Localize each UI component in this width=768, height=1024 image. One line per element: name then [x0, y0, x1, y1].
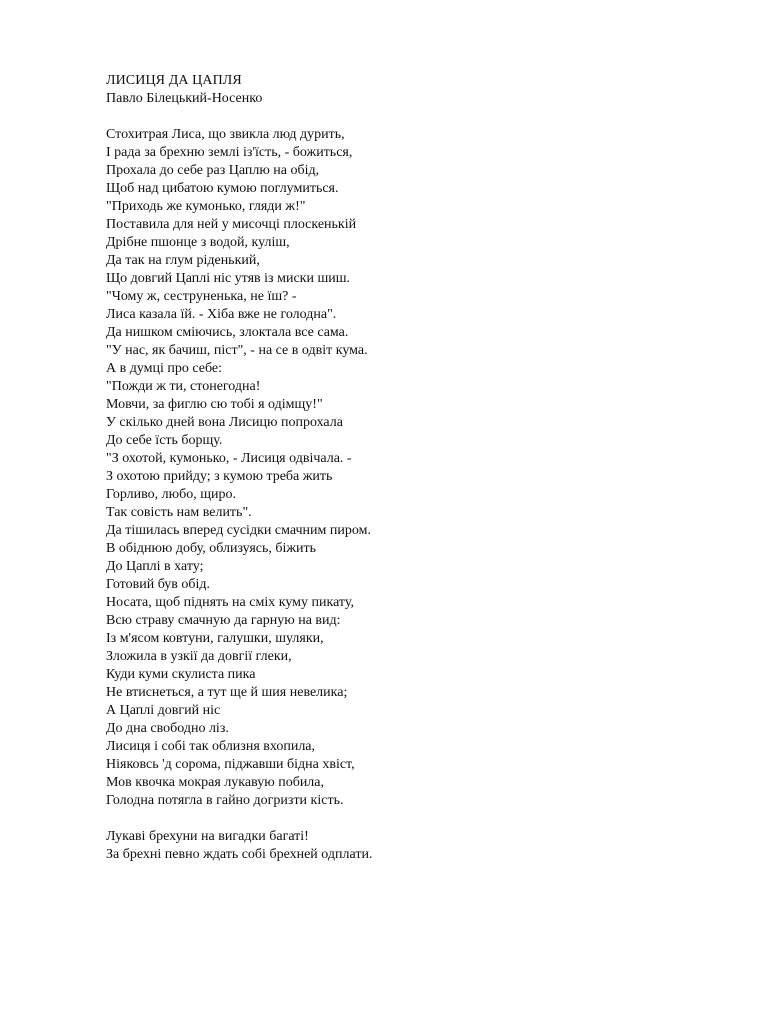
poem-line: За брехні певно ждать собі брехней одплати. — [106, 847, 373, 862]
poem-line: Лукаві брехуни на вигадки багаті! — [106, 829, 309, 844]
poem-line: Не втиснеться, а тут ще й шия невелика; — [106, 685, 348, 700]
poem-line: Стохитрая Лиса, що звикла люд дурить, — [106, 127, 345, 142]
poem-line: До Цаплі в хату; — [106, 559, 204, 574]
poem-line: "Пожди ж ти, стонегодна! — [106, 379, 261, 394]
stanza — [106, 126, 726, 810]
poem-line: Всю страву смачную да гарную на вид: — [106, 613, 341, 628]
spacer — [106, 108, 726, 126]
poem-line: До себе їсть борщу. — [106, 433, 223, 448]
poem-line: Лиса казала їй. - Хіба вже не голодна". — [106, 307, 337, 322]
poem-line: І рада за брехню землі із'їсть, - божиться, — [106, 145, 353, 160]
poem-line: Готовий був обід. — [106, 577, 211, 592]
poem-line: До дна свободно ліз. — [106, 721, 229, 736]
poem-author: Павло Білецький-Носенко — [106, 91, 263, 106]
poem-line: Да нишком сміючись, злоктала все сама. — [106, 325, 349, 340]
poem-line: Так совість нам велить". — [106, 505, 252, 520]
poem-line: З охотою прийду; з кумою треба жить — [106, 469, 333, 484]
poem-line: Да тішилась вперед сусідки смачним пиром. — [106, 523, 371, 538]
poem-line: Що довгий Цаплі ніс утяв із миски шиш. — [106, 271, 351, 286]
poem-line: В обіднюю добу, облизуясь, біжить — [106, 541, 317, 556]
poem-line: Ніяковсь 'д сорома, піджавши бідна хвіст, — [106, 757, 355, 772]
poem-line: "Чому ж, сеструненька, не їш? - — [106, 289, 297, 304]
poem-line: "З охотой, кумонько, - Лисиця одвічала. - — [106, 451, 352, 466]
poem-line: Носата, щоб піднять на сміх куму пикату, — [106, 595, 354, 610]
poem-line: "У нас, як бачиш, піст", - на се в одвіт кума. — [106, 343, 368, 358]
poem-line: Із м'ясом ковтуни, галушки, шуляки, — [106, 631, 324, 646]
poem-line: У скілько дней вона Лисицю попрохала — [106, 415, 343, 430]
poem-line: Лисиця і собі так облизня вхопила, — [106, 739, 316, 754]
poem-line: Дрібне пшонце з водой, куліш, — [106, 235, 290, 250]
poem-line: Куди куми скулиста пика — [106, 667, 256, 682]
poem-line: Зложила в узкії да довгії глеки, — [106, 649, 292, 664]
poem-line: А в думці про себе: — [106, 361, 223, 376]
stanza-spacer — [106, 810, 726, 828]
poem-document — [106, 72, 726, 864]
poem-line: Горливо, любо, щиро. — [106, 487, 237, 502]
poem-line: Поставила для ней у мисочці плоскенькій — [106, 217, 357, 232]
poem-line: Голодна потягла в гайно догризти кість. — [106, 793, 344, 808]
poem-line: Щоб над цибатою кумою поглумиться. — [106, 181, 339, 196]
poem-line: Мовчи, за фиглю сю тобі я одімщу!" — [106, 397, 323, 412]
poem-line: А Цаплі довгий ніс — [106, 703, 221, 718]
poem-line: Да так на глум ріденький, — [106, 253, 260, 268]
stanza — [106, 828, 726, 864]
poem-line: Мов квочка мокрая лукавую побила, — [106, 775, 325, 790]
poem-body — [106, 126, 726, 864]
poem-title: ЛИСИЦЯ ДА ЦАПЛЯ — [106, 73, 242, 88]
poem-line: Прохала до себе раз Цаплю на обід, — [106, 163, 320, 178]
poem-line: "Приходь же кумонько, гляди ж!" — [106, 199, 306, 214]
